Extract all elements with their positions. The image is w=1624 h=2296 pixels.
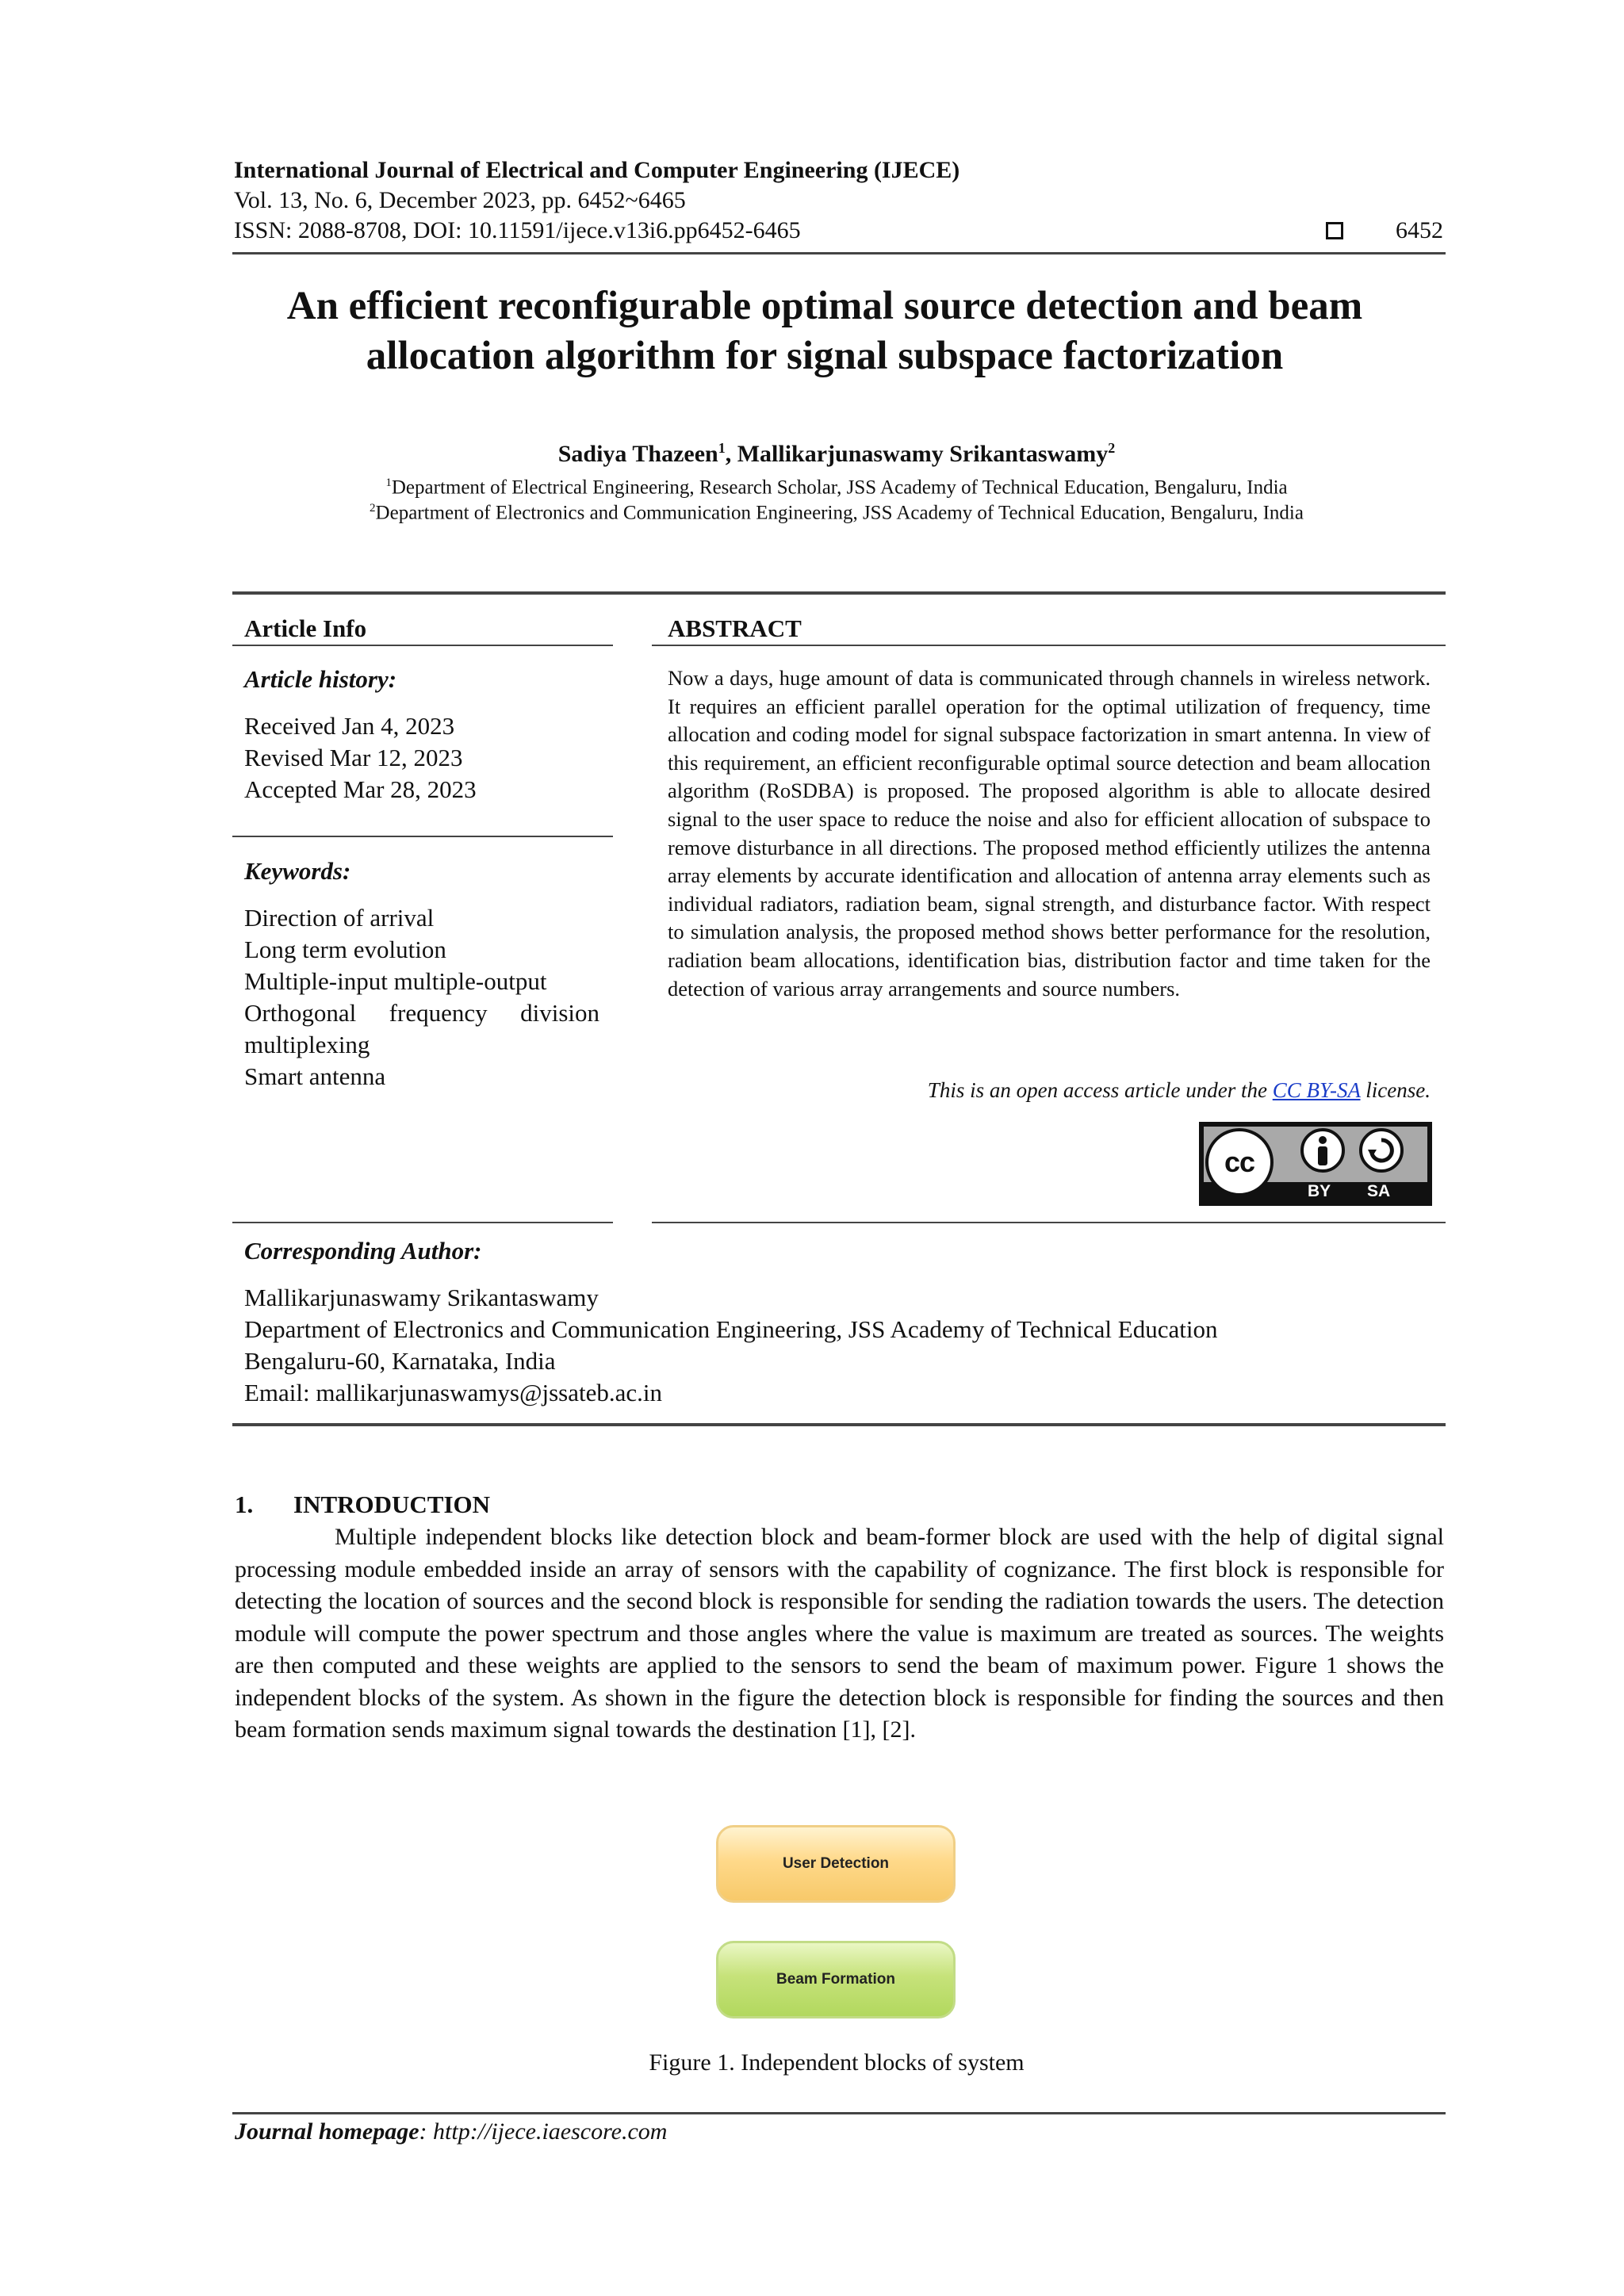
affiliation-2 xyxy=(230,502,1443,524)
corresponding-email: Email: mallikarjunaswamys@jssateb.ac.in xyxy=(244,1379,662,1406)
author-line xyxy=(230,440,1443,468)
right-column-bottom-rule xyxy=(652,1222,1446,1223)
footer-rule xyxy=(232,2112,1446,2114)
author-2-sup: 2 xyxy=(1108,440,1116,456)
author-1: Sadiya Thazeen xyxy=(557,441,718,467)
attribution-person-icon xyxy=(1300,1128,1345,1173)
info-bottom-rule xyxy=(232,1423,1446,1426)
person-head xyxy=(1319,1136,1327,1144)
share-alike-icon xyxy=(1359,1128,1404,1173)
affiliation-1 xyxy=(230,476,1443,499)
beam-formation-block: Beam Formation xyxy=(716,1941,956,2019)
corresponding-heading: Corresponding Author: xyxy=(244,1237,482,1265)
article-info-rule xyxy=(232,645,613,646)
affiliation-2-sup: 2 xyxy=(370,502,376,515)
person-body xyxy=(1318,1146,1327,1165)
keyword-item: Smart antenna xyxy=(244,1062,386,1090)
left-column-bottom-rule xyxy=(232,1222,613,1223)
section-number: 1. xyxy=(235,1490,254,1518)
badge-sa-label: SA xyxy=(1367,1182,1391,1200)
revised-date: Revised Mar 12, 2023 xyxy=(244,744,463,771)
journal-name: International Journal of Electrical and Computer Engineering (IJECE) xyxy=(234,157,960,183)
abstract-heading: ABSTRACT xyxy=(668,614,802,642)
journal-volume: Vol. 13, No. 6, December 2023, pp. 6452~6465 xyxy=(234,187,686,213)
corresponding-name: Mallikarjunaswamy Srikantaswamy xyxy=(244,1284,599,1311)
affiliation-1-sup: 1 xyxy=(385,476,392,489)
paper-title-line-1: An efficient reconfigurable optimal source detection and beam xyxy=(286,284,1363,328)
share-alike-glyph xyxy=(1367,1136,1396,1165)
license-prefix: This is an open access article under the xyxy=(927,1078,1273,1102)
affiliation-2-text: Department of Electronics and Communication Engineering, JSS Academy of Technical Education, Bengaluru, India xyxy=(375,502,1304,524)
introduction-paragraph: Multiple independent blocks like detection block and beam-former block are used with the help of digital signal processing module embedded inside an array of sensors with the capability of cognizance. The first block is responsible for detecting the location of sources and the second block is responsible for sending the radiation towards the users. The detection module will compute the power spectrum and those angles where the value is maximum are treated as sources. The weights are then computed and these weights are applied to the sensors to send the beam of maximum power. Figure 1 shows the independent blocks of the system. As shown in the figure the detection block is responsible for finding the sources and then beam formation sends maximum signal towards the destination [1], [2]. xyxy=(235,1524,1444,1743)
abstract-text: Now a days, huge amount of data is communicated through channels in wireless network. It requires an efficient parallel operation for the optimal utilization of frequency, time allocation and coding model for signal subspace factorization in smart antenna. In view of this requirement, an efficient reconfigurable optimal source detection and beam allocation algorithm (RoSDBA) is proposed. The proposed algorithm is able to allocate desired signal to the user space to reduce the noise and also for efficient allocation of subspace to remove disturbance in all directions. The proposed method efficiently utilizes the antenna array elements by accurate identification and allocation of antenna array elements such as individual radiators, radiation beam, signal strength, and disturbance factor. With respect to simulation analysis, the proposed method shows better performance for the resolution, radiation beam allocations, identification bias, distribution factor and time taken for the detection of various array arrangements and source numbers. xyxy=(668,666,1431,1001)
journal-issn: ISSN: 2088-8708, DOI: 10.11591/ijece.v13i6.pp6452-6465 xyxy=(234,217,801,243)
license-link[interactable]: CC BY-SA xyxy=(1272,1078,1361,1102)
badge-by-label: BY xyxy=(1308,1182,1331,1200)
paper-title-line-2: allocation algorithm for signal subspace factorization xyxy=(366,334,1284,378)
header-rule xyxy=(232,252,1446,254)
keyword-item: Long term evolution xyxy=(244,936,446,963)
accepted-date: Accepted Mar 28, 2023 xyxy=(244,775,477,803)
keywords-heading: Keywords: xyxy=(244,857,351,885)
figure-caption: Figure 1. Independent blocks of system xyxy=(649,2049,1025,2076)
keywords-rule xyxy=(232,836,613,837)
cc-icon-label: cc xyxy=(1224,1146,1255,1178)
page-number: 6452 xyxy=(1396,217,1443,243)
author-2: Mallikarjunaswamy Srikantaswamy xyxy=(737,441,1109,467)
homepage-url[interactable]: : http://ijece.iaescore.com xyxy=(419,2118,668,2145)
cc-by-sa-badge[interactable] xyxy=(1199,1122,1432,1206)
article-history-heading: Article history: xyxy=(244,665,397,693)
info-top-rule xyxy=(232,591,1446,595)
corresponding-city: Bengaluru-60, Karnataka, India xyxy=(244,1347,556,1375)
homepage-label: Journal homepage xyxy=(235,2118,419,2145)
received-date: Received Jan 4, 2023 xyxy=(244,712,455,740)
checkbox-icon xyxy=(1326,222,1343,239)
introduction-heading: INTRODUCTION xyxy=(293,1490,491,1518)
keyword-item: Multiple-input multiple-output xyxy=(244,967,547,995)
author-1-sup: 1 xyxy=(718,440,726,456)
corresponding-department: Department of Electronics and Communication Engineering, JSS Academy of Technical Education xyxy=(244,1315,1218,1343)
abstract-rule xyxy=(652,645,1446,646)
journal-homepage xyxy=(235,2118,667,2145)
affiliation-1-text: Department of Electrical Engineering, Research Scholar, JSS Academy of Technical Education, Bengaluru, India xyxy=(391,476,1288,499)
article-info-heading: Article Info xyxy=(244,614,367,642)
license-line xyxy=(668,1078,1431,1103)
keyword-item: Direction of arrival xyxy=(244,904,435,932)
license-suffix: license. xyxy=(1360,1078,1431,1102)
user-detection-block: User Detection xyxy=(716,1825,956,1903)
cc-icon xyxy=(1205,1128,1274,1196)
author-separator: , xyxy=(725,441,737,467)
keyword-item: Orthogonal frequency division multiplexing xyxy=(244,999,599,1058)
